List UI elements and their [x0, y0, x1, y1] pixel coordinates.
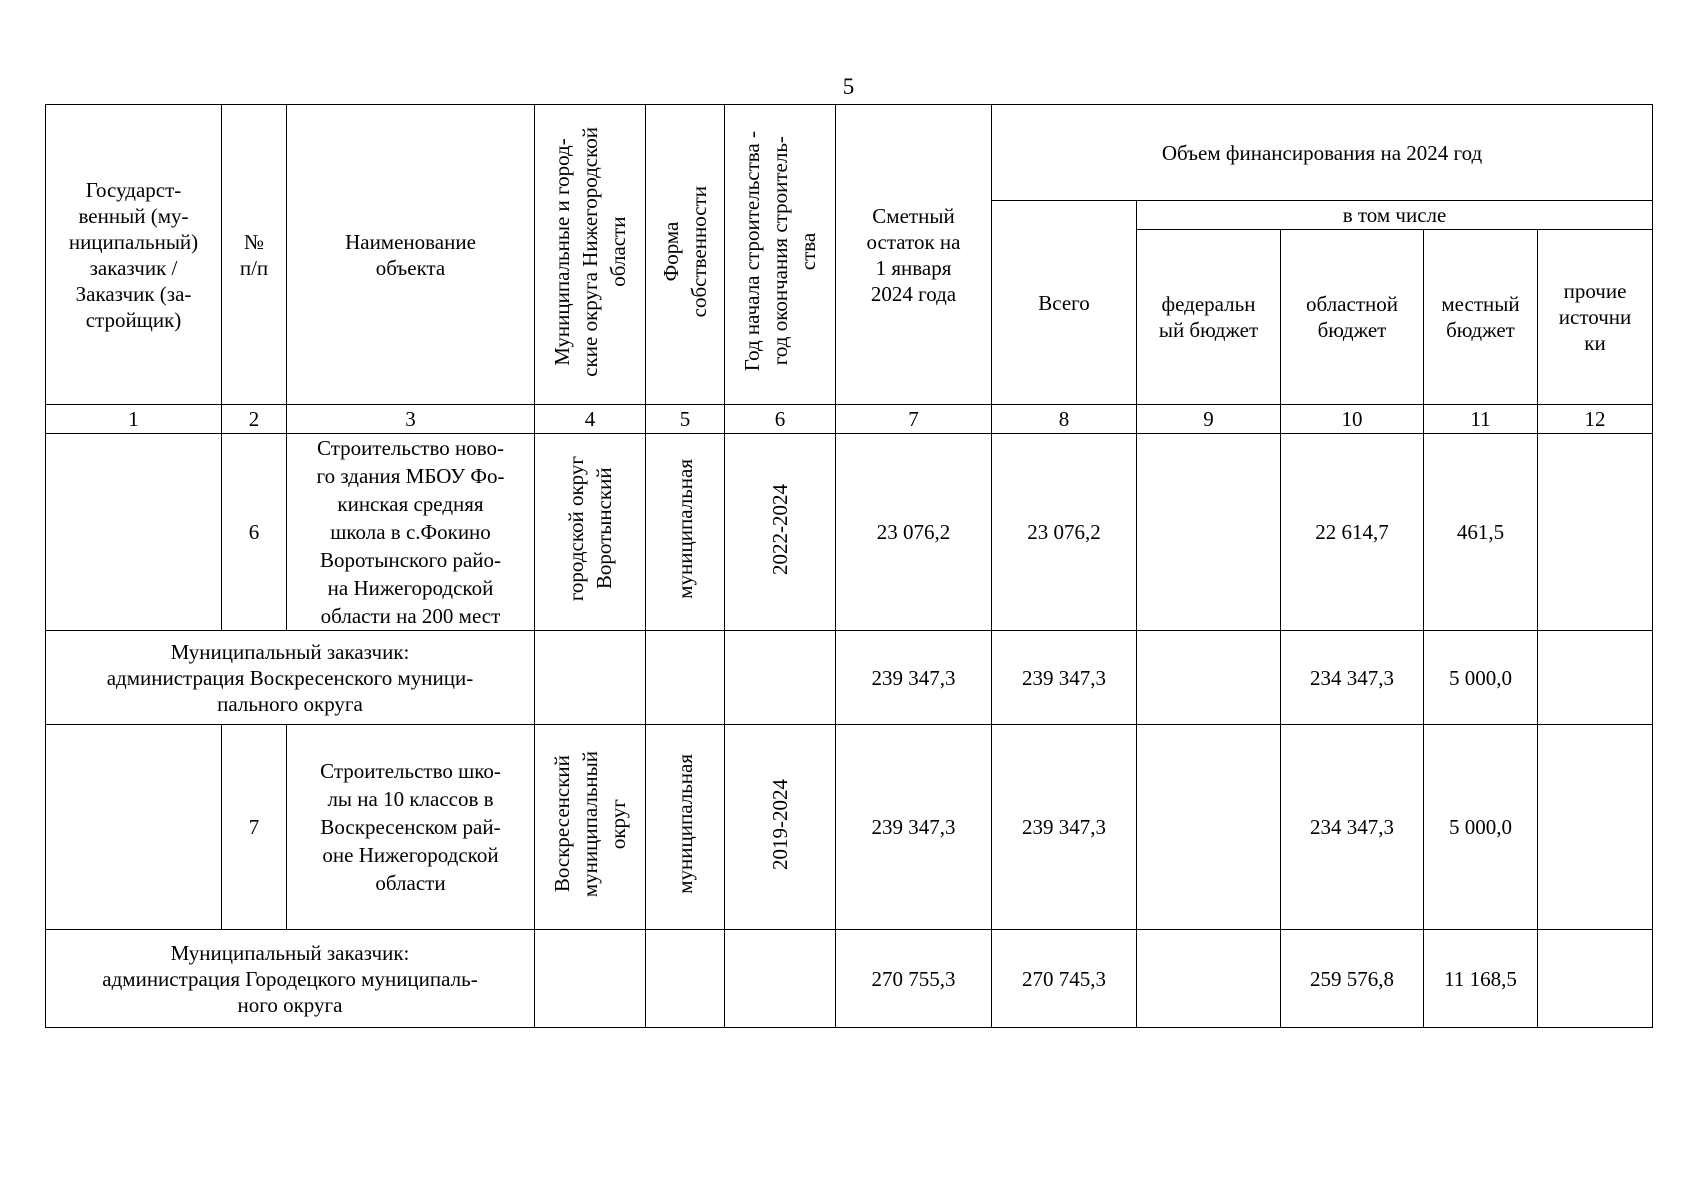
ownership-cell — [646, 725, 725, 930]
header-district — [535, 105, 646, 405]
other-cell — [1538, 930, 1653, 1028]
header-ownership-text: Форма собственности — [659, 185, 711, 318]
district-text: Воскресенский муниципальный округ — [550, 750, 630, 898]
header-years-text: Год начала строительства - год окончания строитель- ства — [740, 131, 820, 372]
header-funding-title: Объем финансирования на 2024 год — [992, 105, 1653, 201]
federal-cell — [1137, 930, 1281, 1028]
table-row — [46, 725, 1653, 930]
header-district-text: Муниципальные и город- ские округа Нижегородской области — [550, 126, 630, 377]
header-federal: федеральн ый бюджет — [1137, 230, 1281, 405]
header-ownership — [646, 105, 725, 405]
years-text: 2022-2024 — [768, 483, 792, 575]
total-cell: 239 347,3 — [992, 725, 1137, 930]
ownership-text: муниципальная — [673, 754, 697, 894]
column-number: 10 — [1281, 405, 1424, 434]
district-cell — [535, 434, 646, 631]
district-cell — [535, 725, 646, 930]
federal-cell — [1137, 631, 1281, 725]
customer-subtotal-label: Муниципальный заказчик: администрация Воскресенского муници- пального округа — [46, 631, 535, 725]
header-object-name: Наименование объекта — [287, 105, 535, 405]
financing-table — [45, 104, 1653, 1028]
page-number: 5 — [842, 74, 855, 99]
header-other: прочие источни ки — [1538, 230, 1653, 405]
header-number: № п/п — [222, 105, 287, 405]
years-cell — [725, 930, 836, 1028]
column-numbers-row — [46, 405, 1653, 434]
local-cell: 5 000,0 — [1424, 725, 1538, 930]
regional-cell: 259 576,8 — [1281, 930, 1424, 1028]
ownership-cell — [646, 631, 725, 725]
estimate-cell: 239 347,3 — [836, 631, 992, 725]
years-cell — [725, 725, 836, 930]
total-cell: 23 076,2 — [992, 434, 1137, 631]
object-name: Строительство ново- го здания МБОУ Фо- кинская средняя школа в с.Фокино Воротынского райо- на Нижегородской области на 200 мест — [287, 434, 535, 631]
federal-cell — [1137, 434, 1281, 631]
header-local: местный бюджет — [1424, 230, 1538, 405]
other-cell — [1538, 631, 1653, 725]
local-cell: 11 168,5 — [1424, 930, 1538, 1028]
years-text: 2019-2024 — [768, 778, 792, 870]
column-number: 6 — [725, 405, 836, 434]
federal-cell — [1137, 725, 1281, 930]
district-cell — [535, 930, 646, 1028]
ownership-cell — [646, 930, 725, 1028]
total-cell: 239 347,3 — [992, 631, 1137, 725]
header-estimate: Сметный остаток на 1 января 2024 года — [836, 105, 992, 405]
header-customer: Государст- венный (му- ниципальный) заказчик / Заказчик (за- стройщик) — [46, 105, 222, 405]
ownership-text: муниципальная — [673, 459, 697, 599]
row-number: 6 — [222, 434, 287, 631]
estimate-cell: 239 347,3 — [836, 725, 992, 930]
years-cell — [725, 631, 836, 725]
customer-subtotal-label: Муниципальный заказчик: администрация Городецкого муниципаль- ного округа — [46, 930, 535, 1028]
estimate-cell: 270 755,3 — [836, 930, 992, 1028]
years-cell — [725, 434, 836, 631]
column-number: 7 — [836, 405, 992, 434]
row-number: 7 — [222, 725, 287, 930]
column-number: 3 — [287, 405, 535, 434]
regional-cell: 22 614,7 — [1281, 434, 1424, 631]
header-total: Всего — [992, 201, 1137, 405]
total-cell: 270 745,3 — [992, 930, 1137, 1028]
regional-cell: 234 347,3 — [1281, 631, 1424, 725]
column-number: 2 — [222, 405, 287, 434]
column-number: 8 — [992, 405, 1137, 434]
district-cell — [535, 631, 646, 725]
header-including: в том числе — [1137, 201, 1653, 230]
other-cell — [1538, 434, 1653, 631]
column-number: 4 — [535, 405, 646, 434]
header-years — [725, 105, 836, 405]
header-row-1 — [46, 105, 1653, 201]
regional-cell: 234 347,3 — [1281, 725, 1424, 930]
header-regional: областной бюджет — [1281, 230, 1424, 405]
table-row — [46, 434, 1653, 631]
column-number: 5 — [646, 405, 725, 434]
local-cell: 5 000,0 — [1424, 631, 1538, 725]
local-cell: 461,5 — [1424, 434, 1538, 631]
other-cell — [1538, 725, 1653, 930]
estimate-cell: 23 076,2 — [836, 434, 992, 631]
customer-cell — [46, 725, 222, 930]
district-text: городской округ Воротынский — [564, 456, 616, 602]
column-number: 11 — [1424, 405, 1538, 434]
object-name: Строительство шко- лы на 10 классов в Воскресенском рай- оне Нижегородской области — [287, 725, 535, 930]
customer-cell — [46, 434, 222, 631]
table-row — [46, 631, 1653, 725]
column-number: 1 — [46, 405, 222, 434]
column-number: 12 — [1538, 405, 1653, 434]
column-number: 9 — [1137, 405, 1281, 434]
table-row — [46, 930, 1653, 1028]
ownership-cell — [646, 434, 725, 631]
